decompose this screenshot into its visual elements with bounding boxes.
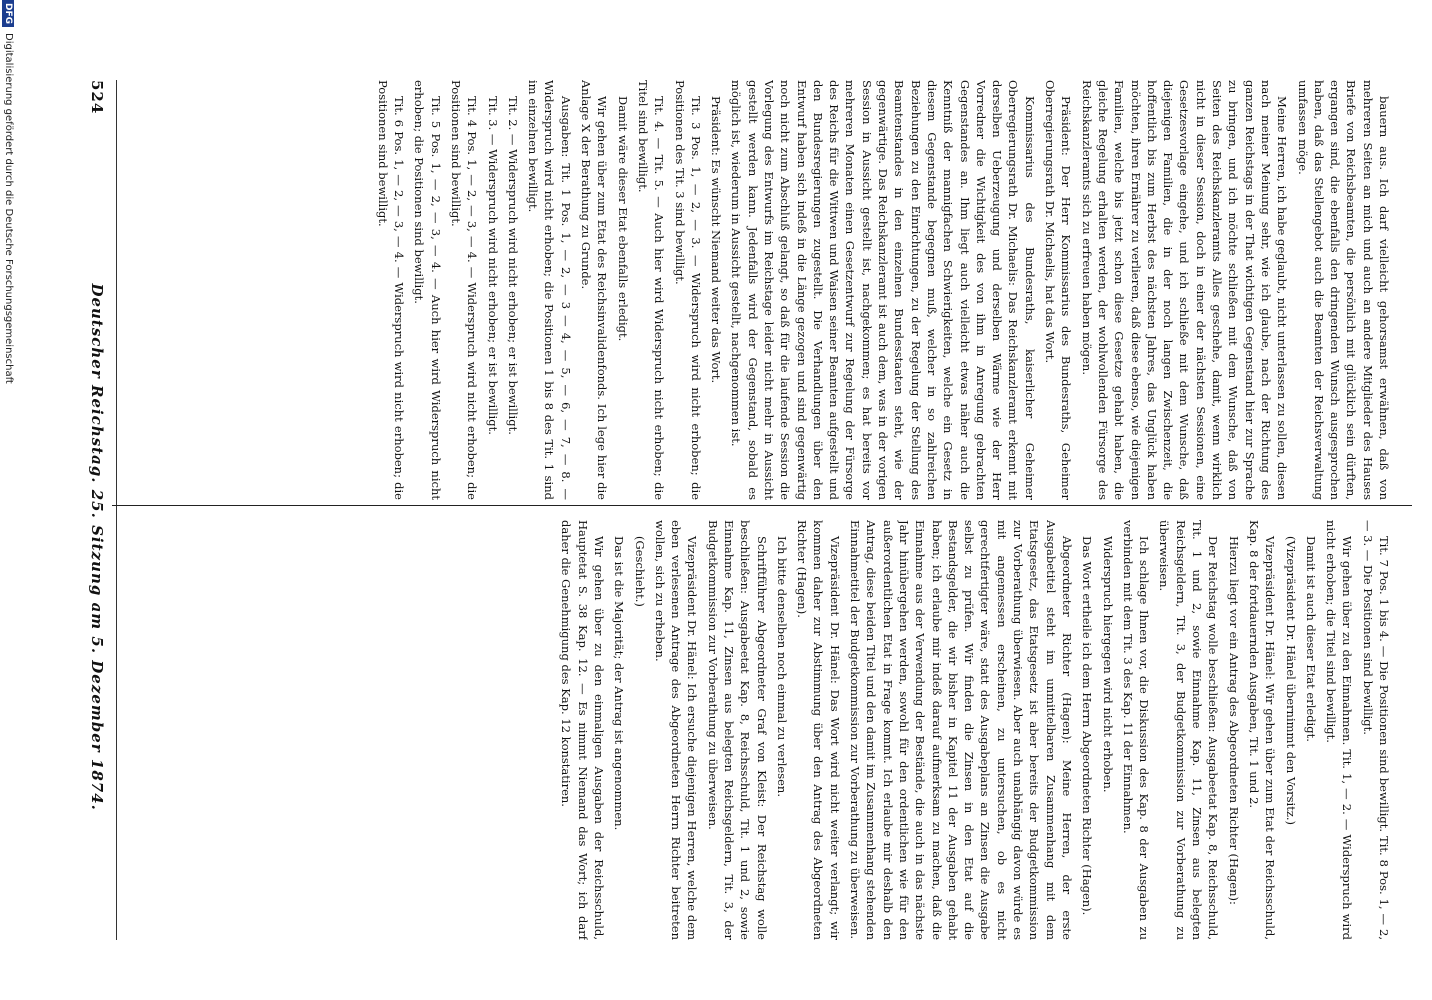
paragraph: Vizepräsident Dr. Hänel: Das Wort wird nicht weiter verlangt; wir kommen daher zur Abstimmung über den Antrag des Abgeordneten Richter (Hagen). <box>795 520 842 940</box>
paragraph: Hierzu liegt vor ein Antrag des Abgeordneten Richter (Hagen): <box>1226 536 1241 905</box>
paragraph: Das Wort ertheile ich dem Herrn Abgeordneten Richter (Hagen). <box>1080 536 1095 916</box>
paragraph: Wir gehen über zu den einmaligen Ausgaben der Reichsschuld, Hauptetat S. 38 Kap. 12. — Es nimmt Niemand das Wort; ich darf daher die Genehmigung des Kap. 12 konstatiren. <box>559 520 606 940</box>
paragraph: Kommissarius des Bundesraths, kaiserlicher Geheimer Oberregierungsrath Dr. Michaelis: Das Reichskanzleramt erkennt mit derselben Ueberzeugung und derselben Wärme wie der Herr Vorredner die Wichtigkeit des von ihm in Anregung gebrachten Gegenstandes an. Ihm liegt auch vielleicht etwas näher auch die Kenntniß der mannigfachen Schwierigkeiten, welche ein Gesetz in diesem Gegenstande begegnen muß, welcher in so zahlreichen Beziehungen zu den Einrichtungen, zu der Regelung der Stellung des Beamtenstandes in den einzelnen Bundesstaaten steht, wie der gegenwärtige. Das Reichskanzleramt ist auch dem, was in der vorigen Session in Aussicht gestellt ist, nachgekommen; es hat bereits vor mehreren Monaten einen Gesetzentwurf zur Regelung der Fürsorge des Reichs für die Wittwen und Waisen seiner Beamten aufgestellt und den Bundesregierungen zugestellt. Die Verhandlungen über den Entwurf haben sich indeß in die Länge gezogen und sind gegenwärtig noch nicht zum Abschluß gelangt, so daß für die laufende Session die Vorlegung des Entwurfs im Reichstage leider nicht mehr in Aussicht gestellt werden kann. Jedenfalls wird der Gegenstand, sobald es möglich ist, wiederum in Aussicht gestellt, nachgenommen ist. <box>729 80 1037 500</box>
paragraph: Schriftführer Abgeordneter Graf von Kleist: Der Reichstag wolle beschließen: Ausgabeetat Kap. 8, Reichsschuld, Tit. 1 und 2, sowie Einnahme Kap. 11, Zinsen aus belegten Reichsgeldern, Tit. 3, der Budgetkommission zur Vorberathung zu überweisen. <box>705 520 769 940</box>
paragraph: Tit. 2. — Widerspruch wird nicht erhoben; er ist bewilligt. <box>505 96 520 435</box>
paragraph: Tit. 4 Pos. 1, — 2, — 3, — 4. — Widerspruch wird nicht erhoben; die Positionen sind bewilligt. <box>448 80 480 500</box>
paragraph: Der Reichstag wolle beschließen: Ausgabeetat Kap. 8, Reichsschuld, Tit. 1 und 2, sowie Einnahme Kap. 11, Zinsen aus belegten Reichsgeldern, Tit. 3, der Budgetkommission zur Vorberathung zu überweisen. <box>1157 520 1221 940</box>
paragraph: Tit. 6 Pos. 1, — 2, — 3, — 4. — Widerspruch wird nicht erhoben; die Positionen sind bewilligt. <box>375 80 407 500</box>
paragraph: Damit ist auch dieser Etat erledigt. <box>1303 536 1318 742</box>
footer-text: Digitalisierung gefördert durch die Deutsche Forschungsgemeinschaft <box>3 33 14 384</box>
paragraph: (Vizepräsident Dr. Hänel übernimmt den Vorsitz.) <box>1283 536 1298 826</box>
paragraph: Vizepräsident Dr. Hänel: Ich ersuche diejenigen Herren, welche dem eben verlesenen Antrage des Abgeordneten Herrn Richter beitreten wollen, sich zu erheben. <box>652 520 700 940</box>
paragraph: Damit wäre dieser Etat ebenfalls erledigt. <box>615 96 630 342</box>
paragraph: Vizepräsident Dr. Hänel: Wir gehen über zum Etat der Reichsschuld, Kap. 8 der fortdauernden Ausgaben, Tit. 1 und 2. <box>1246 520 1278 940</box>
paragraph: Ich bitte denselben noch einmal zu verlesen. <box>774 536 789 797</box>
right-column <box>132 520 1392 940</box>
paragraph: Ich schlage Ihnen vor, die Diskussion des Kap. 8 der Ausgaben zu verbinden mit dem Tit. 3 des Kap. 11 der Einnahmen. <box>1120 520 1152 940</box>
footer <box>0 0 17 1000</box>
paragraph: Präsident: Der Herr Kommissarius des Bundesraths, Geheimer Oberregierungsrath Dr. Michaelis, hat das Wort. <box>1043 80 1074 500</box>
paragraph: Meine Herren, ich habe geglaubt, nicht unterlassen zu sollen, diesen nach meiner Meinung sehr, wie ich glaube, nach der Richtung des ganzen Reichstags in der That wichtigen Gegenstand hier zur Sprache zu bringen, und ich möchte schließen mit dem Wunsche, daß von Seiten des Reichskanzleramts Alles geschehe, damit, wenn wirklich nicht in dieser Session, doch in einer der nächsten Sessionen, eine Gesetzesvorlage eingehe, und ich schließe mit dem Wunsche, daß diejenigen Familien, die in der noch langen Zwischenzeit, die hoffentlich bis zum Herbst des nächsten Jahres, das Unglück haben möchten, ihren Ernährer zu verlieren, daß diese ebenso, wie diejenigen Familien, welche bis jetzt schon diese Gesetze gehabt haben, die gleiche Regelung erhalten werden, der wohlwollenden Fürsorge des Reichskanzleramts sich zu erfreuen haben mögen. <box>1079 80 1290 500</box>
paragraph: Widerspruch hiergegen wird nicht erhoben. <box>1100 536 1115 793</box>
paragraph: Tit. 3. — Widerspruch wird nicht erhoben; er ist bewilligt. <box>485 96 500 435</box>
page-title: Deutscher Reichstag. 25. Sitzung am 5. Dezember 1874. <box>88 283 106 811</box>
paragraph: Tit. 3 Pos. 1, — 2, — 3. — Widerspruch wird nicht erhoben; die Positionen des Tit. 3 sind bewilligt. <box>672 80 703 500</box>
header-rule <box>116 80 117 940</box>
paragraph: Abgeordneter Richter (Hagen): Meine Herren, der erste Ausgabetitel steht im unmittelbaren Zusammenhang mit dem Etatsgesetz, das Etatsgesetz ist aber bereits der Budgetkommission zur Vorberathung überwiesen. Aber auch unabhängig davon würde es mit angemessen erscheinen, zu untersuchen, ob es nicht gerechtfertigter wäre, statt des Ausgabeplans an Zinsen die Ausgabe selbst zu prüfen. Wir finden die Zinsen in den Etat auf die Bestandsgelder, die wir bisher in Kapitel 11 der Ausgaben gehabt haben; ich erlaube mir indeß darauf aufmerksam zu machen, daß die Einnahme aus der Verwendung der Bestände, die auch in das nächste Jahr hinübergehen werden, sowohl für den ordentlichen wie für den außerordentlichen Etat in Frage kommt. Ich erlaube mir deshalb den Antrag, diese beiden Titel und den damit im Zusammenhang stehenden Einnahmetitel der Budgetkommission zur Vorberathung zu überweisen. <box>848 520 1074 940</box>
column-divider <box>112 505 1412 506</box>
paragraph: Tit. 4. — Tit. 5. — Auch hier wird Widerspruch nicht erhoben; die Titel sind bewilligt. <box>635 80 667 500</box>
paragraph: Das ist die Majorität; der Antrag ist angenommen. <box>612 536 627 831</box>
page-header <box>82 80 112 940</box>
page-number: 524 <box>88 80 106 115</box>
paragraph: Wir gehen über zu den Einnahmen. Tit. 1, — 2. — Widerspruch wird nicht erhoben; die Titel sind bewilligt. <box>1324 520 1355 940</box>
dfg-logo: DFG <box>3 0 15 27</box>
paragraph: bauern aus. Ich darf vielleicht gehorsamst erwähnen, daß von mehreren Seiten an mich und auch an andere Mitglieder des Hauses Briefe von Reichsbeamten, die persönlich mit glücklich sein dürften, ergangen sind, die ebenfalls den dringenden Wunsch ausgesprochen haben, daß das Stellengebot auch die Beamten der Reichsverwaltung umfassen möge. <box>1295 80 1391 500</box>
paragraph: Ausgaben: Tit. 1 Pos. 1, — 2, — 3 — 4, — 5, — 6, — 7, — 8. — Widerspruch wird nicht erhoben; die Positionen 1 bis 8 des Tit. 1 sind im einzelnen bewilligt. <box>526 80 573 500</box>
paragraph: (Geschieht.) <box>632 536 647 607</box>
paragraph: Wir gehen über zum Etat des Reichsinvalidenfonds. Ich lege hier die Anlage X der Berathung zu Grunde. <box>579 80 610 500</box>
paragraph: Tit. 7 Pos. 1 bis 4. — Die Positionen sind bewilligt. Tit. 8 Pos. 1, — 2, — 3. — Die Positionen sind bewilligt. <box>1360 520 1391 940</box>
left-column <box>132 80 1392 500</box>
paragraph: Präsident: Es wünscht Niemand weiter das Wort. <box>709 96 724 384</box>
paragraph: Tit. 5 Pos. 1, — 2, — 3, — 4. — Auch hier wird Widerspruch nicht erhoben; die Positionen sind bewilligt. <box>412 80 443 500</box>
